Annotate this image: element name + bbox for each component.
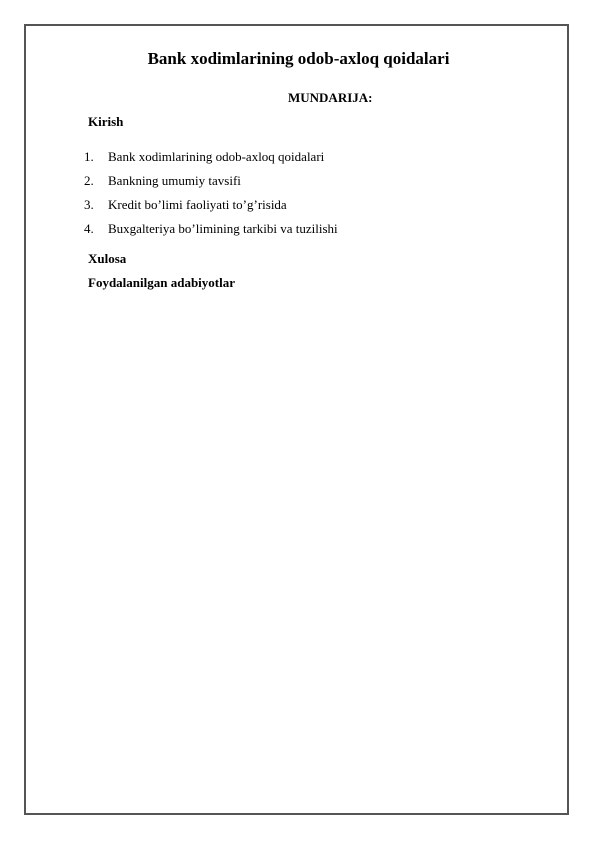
contents-heading: MUNDARIJA: xyxy=(288,90,373,105)
toc-item xyxy=(84,193,338,217)
toc-item-text: Buxgalteriya bo’limining tarkibi va tuzilishi xyxy=(108,221,338,236)
toc-item-text: Kredit bo’limi faoliyati to’g’risida xyxy=(108,197,287,212)
toc-item-text: Bankning umumiy tavsifi xyxy=(108,173,241,188)
toc-item xyxy=(84,145,338,169)
toc-item-number: 3. xyxy=(84,197,94,212)
references-heading: Foydalanilgan adabiyotlar xyxy=(88,275,235,290)
table-of-contents xyxy=(84,145,338,241)
conclusion-heading: Xulosa xyxy=(88,251,127,266)
page-border xyxy=(24,24,569,815)
document-title: Bank xodimlarining odob-axloq qoidalari xyxy=(147,49,450,68)
toc-item-number: 4. xyxy=(84,221,94,236)
toc-item xyxy=(84,169,338,193)
toc-item xyxy=(84,217,338,241)
intro-heading: Kirish xyxy=(88,114,124,129)
toc-item-number: 2. xyxy=(84,173,94,188)
toc-item-text: Bank xodimlarining odob-axloq qoidalari xyxy=(108,149,325,164)
toc-item-number: 1. xyxy=(84,149,94,164)
